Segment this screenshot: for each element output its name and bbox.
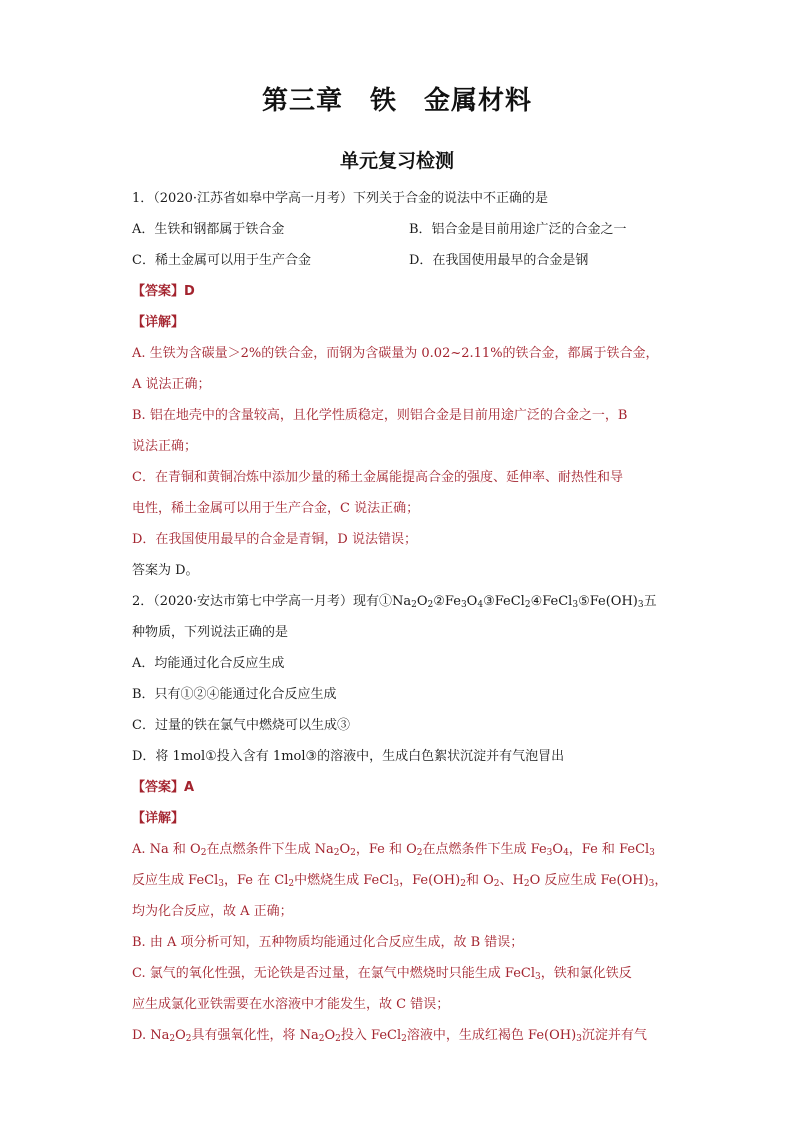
q1-explanation-line: 电性，稀土金属可以用于生产合金，C 说法正确； (132, 501, 420, 516)
q1-explanation-line: 说法正确； (132, 439, 198, 454)
q1-explanation-line: D．在我国使用最早的合金是青铜，D 说法错误； (132, 532, 417, 547)
q2-option-d: D．将 1mol①投入含有 1mol③的溶液中，生成白色絮状沉淀并有气泡冒出 (132, 749, 565, 764)
q2-option-b: B．只有①②④能通过化合反应生成 (132, 687, 337, 702)
q2-explanation-line-3: 均为化合反应，故 A 正确； (132, 904, 293, 919)
page-title: 第三章 铁 金属材料 (261, 86, 532, 116)
q2-explanation-line-2: 反应生成 FeCl$_3$，Fe 在 $Cl_2$中燃烧生成 FeCl$_3$，$Fe(OH)_2$和 $O_2$、$H_2O$ 反应生成 $Fe(OH)_3$， (132, 873, 668, 889)
q1-explanation-line: A. 生铁为含碳量＞2%的铁合金，而钢为含碳量为 0.02~2.11%的铁合金，都属于铁合金， (132, 346, 659, 361)
q2-explanation-line-7: D. $Na_2O_2$具有强氧化性，将 $Na_2O_2$投入 FeCl$_2$溶液中，生成红褐色 $Fe(OH)_3$沉淀并有气 (132, 1028, 647, 1044)
q1-options-row-1 (132, 214, 672, 245)
q1-conclusion: 答案为 D。 (132, 563, 199, 578)
q1-option-d: D．在我国使用最早的合金是钢 (409, 253, 589, 268)
q2-option-c: C．过量的铁在氯气中燃烧可以生成③ (132, 718, 350, 733)
q2-option-a: A．均能通过化合反应生成 (132, 656, 285, 671)
q1-option-b: B．铝合金是目前用途广泛的合金之一 (409, 222, 627, 237)
q1-explanation-line: B. 铝在地壳中的含量较高，且化学性质稳定，则铝合金是目前用途广泛的合金之一，B (132, 408, 628, 423)
page-subtitle: 单元复习检测 (339, 150, 454, 172)
q2-explanation-line-4: B. 由 A 项分析可知，五种物质均能通过化合反应生成，故 B 错误； (132, 935, 524, 950)
document-content (132, 183, 672, 1051)
q2-explanation-line-6: 应生成氯化亚铁需要在水溶液中才能发生，故 C 错误； (132, 997, 450, 1012)
q1-option-a: A．生铁和钢都属于铁合金 (132, 222, 285, 237)
q2-explanation-line-1: A. Na 和 $O_2$在点燃条件下生成 $Na_2O_2$，Fe 和 $O_2$在点燃条件下生成 $Fe_3O_4$，Fe 和 FeCl$_3$ (132, 842, 655, 858)
q1-answer: 【答案】D (132, 284, 195, 299)
q2-stem-line-1: 2．（2020·安达市第七中学高一月考）现有$①Na_2O_2②Fe_3O_4③FeCl_2④FeCl_3⑤Fe(OH)_3$五 (132, 594, 657, 610)
q1-explanation-line: A 说法正确； (132, 377, 211, 392)
q2-answer: 【答案】A (132, 780, 195, 795)
q2-detail-label: 【详解】 (132, 811, 185, 826)
q1-explanation-line: C．在青铜和黄铜冶炼中添加少量的稀土金属能提高合金的强度、延伸率、耐热性和导 (132, 470, 623, 485)
q2-explanation-line-5: C. 氯气的氧化性强，无论铁是否过量，在氯气中燃烧时只能生成 FeCl$_3$，铁和氯化铁反 (132, 966, 632, 982)
q1-stem: 1．（2020·江苏省如皋中学高一月考）下列关于合金的说法中不正确的是 (132, 191, 548, 206)
q1-option-c: C．稀土金属可以用于生产合金 (132, 253, 311, 268)
q2-stem-line-2: 种物质，下列说法正确的是 (132, 625, 289, 640)
q1-options-row-2 (132, 245, 672, 276)
q1-detail-label: 【详解】 (132, 315, 185, 330)
